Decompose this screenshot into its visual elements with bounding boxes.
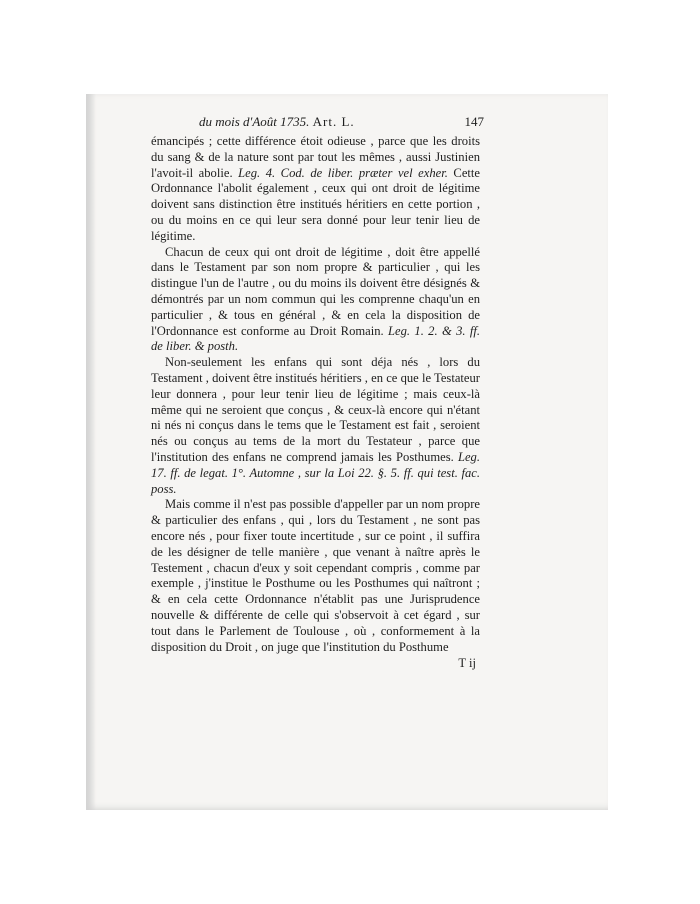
paragraph (151, 497, 480, 655)
legal-citation: Leg. 1. 2. & 3. ff. de liber. & posth. (151, 323, 480, 354)
paragraph (151, 134, 480, 245)
legal-citation: Leg. 4. Cod. de liber. præter vel exher. (238, 165, 448, 180)
signature-mark-text: T ij (458, 656, 476, 671)
running-head (151, 112, 484, 134)
page-number: 147 (464, 114, 484, 129)
paragraph-text: Chacun de ceux qui ont droit de légitime , doit être appellé dans le Testament par son nom propre & particulier , qui les distingue l'un de l'autre , ou du moins ils doivent être désignés & démontrés par un nom commun qui les comprenne chaqu'un en particulier , & tous en général , & en cela la disposition de l'Ordonnance est conforme au Droit Romain. (151, 244, 480, 338)
body-text (151, 134, 480, 655)
paragraph-text: Cette Ordonnance l'abolit également , ceux qui ont droit de légitime doivent sans distinction être institués héritiers en cette portion , ou du moins en ce qui leur sera donné pour leur tenir lieu de légitime. (151, 165, 480, 243)
head-title-text: du mois d'Août 1735. (199, 114, 310, 129)
legal-citation: Leg. 17. ff. de legat. 1°. Automne , sur la Loi 22. §. 5. ff. qui test. fac. poss. (151, 449, 480, 496)
running-head-title (199, 114, 355, 130)
book-page (151, 112, 484, 674)
paragraph-text: Mais comme il n'est pas possible d'appeller par un nom propre & particulier des enfans , qui , lors du Testament , ne sont pas encore nés , pour fixer toute incertitude , sur ce point , il suffira de les désigner de telle manière , que venant à naître après le Testement , chacun d'eux y soit cependant compris , comme par exemple , j'institue le Posthume ou les Posthumes qui naîtront ; & en cela cette Ordonnance n'établit pas une Jurisprudence nouvelle & différente de celle qui s'observoit à cet égard , sur tout dans le Parlement de Toulouse , où , conformement à la disposition du Droit , on juge que l'institution du Posthume (151, 497, 480, 654)
paragraph (151, 355, 480, 497)
paragraph-text: Non-seulement les enfans qui sont déja nés , lors du Testament , doivent être institués héritiers , en ce que le Testateur leur donnera , pour leur tenir lieu de légitime ; mais ceux-là même qui ne seroient que conçus , & ceux-là encore qui n'étant ni nés ni conçus dans le tems que le Testament est fait , seroient nés ou conçus au tems de la mort du Testateur , parce que l'institution des enfans ne comprend jamais les Posthumes. (151, 355, 480, 464)
article-number: Art. L. (312, 114, 355, 129)
signature-mark (151, 656, 480, 674)
paragraph-text: émancipés ; cette différence étoit odieuse , parce que les droits du sang & de la nature sont par tout les mêmes , aussi Justinien l'avoit-il abolie. (151, 134, 480, 180)
paragraph (151, 245, 480, 356)
